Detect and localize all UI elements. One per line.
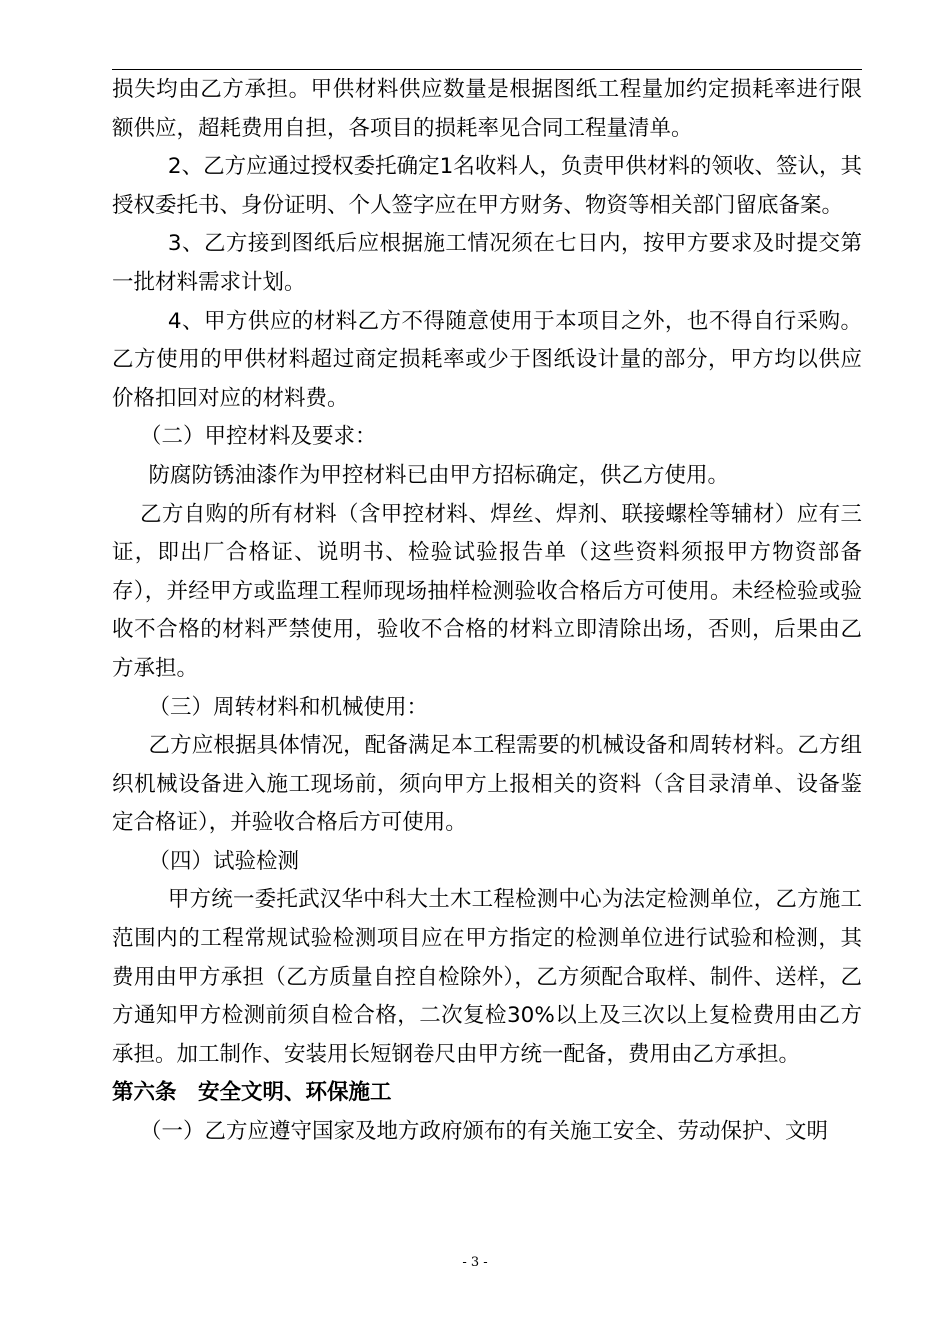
paragraph: 乙方应根据具体情况，配备满足本工程需要的机械设备和周转材料。乙方组织机械设备进入施工现场前，须向甲方上报相关的资料（含目录清单、设备鉴定合格证），并验收合格后方可使用。 [112,733,862,836]
paragraph: 3、乙方接到图纸后应根据施工情况须在七日内，按甲方要求及时提交第一批材料需求计划。 [112,231,862,295]
paragraph: 乙方自购的所有材料（含甲控材料、焊丝、焊剂、联接螺栓等辅材）应有三证，即出厂合格证、说明书、检验试验报告单（这些资料须报甲方物资部备存），并经甲方或监理工程师现场抽样检测验收合格后方可使用。未经检验或验收不合格的材料严禁使用，验收不合格的材料立即清除出场，否则，后果由乙方承担。 [112,501,862,681]
header-rule [112,69,862,70]
document-body [112,71,862,1152]
paragraph: （一）乙方应遵守国家及地方政府颁布的有关施工安全、劳动保护、文明 [139,1119,828,1145]
paragraph: 2、乙方应通过授权委托确定1名收料人，负责甲供材料的领收、签认，其授权委托书、身份证明、个人签字应在甲方财务、物资等相关部门留底备案。 [112,154,862,218]
paragraph: 防腐防锈油漆作为甲控材料已由甲方招标确定，供乙方使用。 [148,462,730,488]
subsection-title: （二）甲控材料及要求： [139,424,377,450]
page-number: - 3 - [462,1255,488,1270]
subsection-title: （四）试验检测 [148,848,300,874]
paragraph: 甲方统一委托武汉华中科大土木工程检测中心为法定检测单位，乙方施工范围内的工程常规试验检测项目应在甲方指定的检测单位进行试验和检测，其费用由甲方承担（乙方质量自控自检除外），乙方须配合取样、制件、送样，乙方通知甲方检测前须自检合格，二次复检30%以上及三次以上复检费用由乙方承担。加工制作、安装用长短钢卷尺由甲方统一配备，费用由乙方承担。 [112,887,862,1067]
paragraph: 4、甲方供应的材料乙方不得随意使用于本项目之外，也不得自行采购。乙方使用的甲供材料超过商定损耗率或少于图纸设计量的部分，甲方均以供应价格扣回对应的材料费。 [112,308,862,411]
article-heading: 第六条 安全文明、环保施工 [112,1080,392,1106]
paragraph: 损失均由乙方承担。甲供材料供应数量是根据图纸工程量加约定损耗率进行限额供应，超耗费用自担，各项目的损耗率见合同工程量清单。 [112,77,862,141]
subsection-title: （三）周转材料和机械使用： [148,694,429,720]
